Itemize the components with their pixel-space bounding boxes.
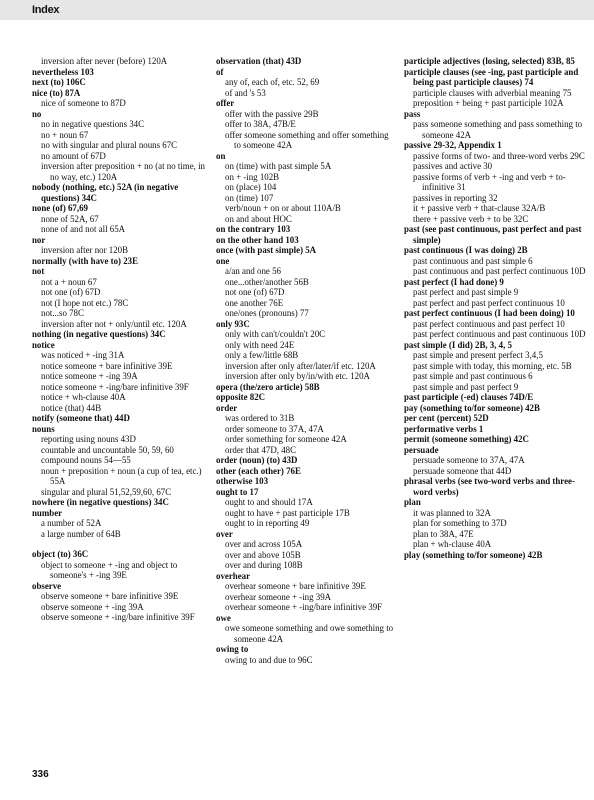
index-column-2 [216, 56, 396, 665]
index-headword: only 93C [216, 318, 250, 329]
index-headword: owe [216, 612, 231, 623]
index-subentry: not one (of) 67D [41, 287, 101, 297]
index-headword: of [216, 66, 224, 77]
index-headword: nice (to) 87A [32, 87, 81, 98]
index-subentry: inversion after preposition + no (at no time, in no way, etc.) 120A [41, 161, 205, 182]
index-subentry: one another 76E [225, 297, 284, 308]
index-headword: observation (that) 43D [216, 56, 302, 66]
index-subentry: object to someone + -ing and object to someone's + -ing 39E [41, 559, 178, 580]
index-headword: participle adjectives (losing, selected) 83B, 85 [404, 56, 575, 66]
index-subentry: observe someone + -ing/bare infinitive 39F [41, 612, 195, 622]
index-headword: nouns [32, 423, 55, 434]
index-subentry: owe someone something and owe something to someone 42A [225, 623, 394, 644]
index-subentry: plan to 38A, 47E [413, 528, 474, 539]
index-headword: participle clauses (see -ing, past participle and being past participle clauses) 74 [404, 66, 579, 87]
index-subentry: of and 's 53 [225, 87, 266, 98]
index-headword: play (something to/for someone) 42B [404, 549, 543, 560]
index-headword: permit (someone something) 42C [404, 434, 529, 444]
index-subentry: past perfect and past simple 9 [413, 287, 519, 297]
index-headword: number [32, 507, 63, 518]
index-headword: notify (someone that) 44D [32, 413, 130, 423]
index-subentry: one...other/another 56B [225, 276, 309, 287]
index-headword: otherwise 103 [216, 476, 269, 486]
index-subentry: any of, each of, etc. 52, 69 [225, 77, 320, 87]
index-subentry: notice someone + bare infinitive 39E [41, 360, 173, 371]
index-headword: nothing (in negative questions) 34C [32, 329, 166, 339]
index-subentry: overhear someone + -ing/bare infinitive 39F [225, 602, 383, 612]
index-column-1 [32, 56, 212, 623]
index-headword: plan [404, 497, 421, 507]
index-subentry: plan + wh-clause 40A [413, 539, 492, 549]
index-headword: normally (with have to) 23E [32, 255, 139, 266]
index-headword: no [32, 108, 42, 119]
index-headword: observe [32, 580, 62, 591]
index-headword: none (of) 67,69 [32, 203, 88, 213]
index-headword: once (with past simple) 5A [216, 245, 317, 255]
index-subentry: over and above 105B [225, 549, 301, 560]
index-subentry: on and about HOC [225, 213, 292, 224]
index-subentry: notice someone + -ing 39A [41, 371, 138, 381]
index-headword: one [216, 255, 230, 266]
index-subentry: none of 52A, 67 [41, 213, 99, 224]
index-headword: ought to 17 [216, 486, 259, 497]
index-headword: other (each other) 76E [216, 465, 301, 476]
index-subentry: no amount of 67D [41, 150, 106, 161]
index-subentry: inversion after not + only/until etc. 120A [41, 318, 187, 329]
index-headword: over [216, 528, 233, 539]
index-subentry: overhear someone + bare infinitive 39E [225, 581, 366, 591]
index-subentry: inversion after nor 120B [41, 245, 129, 255]
index-subentry: overhear someone + -ing 39A [225, 591, 332, 602]
index-subentry: notice + wh-clause 40A [41, 392, 126, 402]
index-subentry: offer to 38A, 47B/E [225, 119, 296, 129]
index-subentry: owing to and due to 96C [225, 654, 313, 665]
index-subentry: nice of someone to 87D [41, 98, 126, 108]
index-headword: nor [32, 234, 46, 245]
index-subentry: it was planned to 32A [413, 507, 491, 518]
index-subentry: passives and active 30 [413, 161, 493, 171]
index-subentry: order someone to 37A, 47A [225, 423, 324, 434]
index-headword: per cent (percent) 52D [404, 413, 489, 423]
index-subentry: notice someone + -ing/bare infinitive 39F [41, 381, 189, 392]
index-subentry: past simple with today, this morning, etc. 5B [413, 360, 572, 371]
index-subentry: order something for someone 42A [225, 434, 347, 444]
index-subentry: offer with the passive 29B [225, 108, 319, 119]
index-headword: passive 29-32, Appendix 1 [404, 140, 502, 150]
index-subentry: on (time) 107 [225, 192, 274, 203]
index-headword: pay (something to/for someone) 42B [404, 402, 540, 413]
index-headword: on the contrary 103 [216, 224, 291, 234]
index-subentry: no + noun 67 [41, 129, 89, 140]
index-subentry: plan for something to 37D [413, 518, 507, 528]
index-subentry: no in negative questions 34C [41, 119, 145, 129]
index-subentry: offer someone something and offer something to someone 42A [225, 129, 389, 150]
index-subentry: over and during 108B [225, 560, 303, 570]
index-subentry: past simple and past continuous 6 [413, 371, 533, 381]
index-headword: nowhere (in negative questions) 34C [32, 497, 169, 507]
index-subentry: passive forms of two- and three-word verbs 29C [413, 150, 585, 161]
index-headword: past continuous (I was doing) 2B [404, 245, 528, 255]
index-subentry: order that 47D, 48C [225, 444, 296, 455]
index-subentry: none of and not all 65A [41, 224, 126, 234]
index-headword: object (to) 36C [32, 549, 89, 559]
index-headword: past perfect continuous (I had been doing) 10 [404, 308, 575, 318]
index-subentry: passives in reporting 32 [413, 192, 498, 203]
page-number: 336 [32, 769, 49, 780]
index-subentry: past simple and present perfect 3,4,5 [413, 350, 543, 360]
index-subentry: persuade someone that 44D [413, 465, 512, 476]
index-headword: order [216, 402, 238, 413]
index-subentry: pass someone something and pass something to someone 42A [413, 119, 583, 140]
index-subentry: past perfect continuous and past continuous 10D [413, 329, 586, 339]
index-subentry: on (place) 104 [225, 182, 277, 192]
index-subentry: there + passive verb + to be 32C [413, 213, 529, 224]
index-subentry: no with singular and plural nouns 67C [41, 140, 178, 150]
index-subentry: passive forms of verb + -ing and verb + to-infinitive 31 [413, 171, 566, 192]
index-subentry: past simple and past perfect 9 [413, 381, 519, 392]
index-subentry: observe someone + -ing 39A [41, 601, 144, 612]
index-headword: nevertheless 103 [32, 66, 94, 77]
index-subentry: one/ones (pronouns) 77 [225, 308, 309, 318]
index-subentry: only a few/little 68B [225, 350, 299, 360]
index-subentry: ought to have + past participle 17B [225, 507, 350, 518]
index-subentry: countable and uncountable 50, 59, 60 [41, 444, 174, 455]
index-headword: offer [216, 98, 235, 108]
index-subentry: on (time) with past simple 5A [225, 161, 332, 171]
index-subentry: past perfect continuous and past perfect 10 [413, 318, 565, 329]
index-subentry: past continuous and past perfect continuous 10D [413, 266, 586, 276]
index-subentry: inversion after only after/later/if etc. 120A [225, 360, 376, 371]
index-subentry: compound nouns 54—55 [41, 455, 131, 465]
index-subentry: persuade someone to 37A, 47A [413, 455, 525, 465]
index-subentry: inversion after only by/in/with etc. 120A [225, 371, 370, 381]
index-subentry: ought to and should 17A [225, 497, 313, 507]
index-subentry: inversion after never (before) 120A [41, 56, 168, 66]
index-subentry: ought to in reporting 49 [225, 518, 310, 528]
index-subentry: only with can't/couldn't 20C [225, 329, 326, 339]
index-subentry: not (I hope not etc.) 78C [41, 297, 129, 308]
index-subentry: not...so 78C [41, 308, 84, 318]
index-headword: phrasal verbs (see two-word verbs and three-word verbs) [404, 476, 575, 497]
index-headword: opposite 82C [216, 392, 266, 402]
index-subentry: not one (of) 67D [225, 287, 285, 297]
index-column-3 [404, 56, 590, 560]
index-subentry: singular and plural 51,52,59,60, 67C [41, 486, 172, 497]
index-subentry: was noticed + -ing 31A [41, 350, 125, 360]
index-headword: notice [32, 339, 55, 350]
index-subentry: preposition + being + past participle 102A [413, 98, 564, 108]
index-headword: past (see past continuous, past perfect and past simple) [404, 224, 582, 245]
index-headword: not [32, 266, 45, 276]
index-headword: pass [404, 108, 421, 119]
index-headword: performative verbs 1 [404, 423, 484, 434]
index-headword: on the other hand 103 [216, 234, 299, 245]
index-subentry: noun + preposition + noun (a cup of tea, etc.) 55A [41, 465, 202, 486]
index-subentry: not a + noun 67 [41, 276, 97, 287]
index-subentry: it + passive verb + that-clause 32A/B [413, 203, 546, 213]
index-subentry: on + -ing 102B [225, 171, 280, 182]
index-subentry: a large number of 64B [41, 528, 121, 539]
index-headword: past perfect (I had done) 9 [404, 276, 504, 287]
index-subentry: notice (that) 44B [41, 402, 102, 413]
index-headword: past simple (I did) 2B, 3, 4, 5 [404, 339, 512, 350]
index-subentry: over and across 105A [225, 539, 303, 549]
header-title: Index [32, 4, 60, 16]
index-headword: overhear [216, 570, 251, 581]
index-subentry: participle clauses with adverbial meaning 75 [413, 87, 572, 98]
index-subentry: verb/noun + on or about 110A/B [225, 203, 341, 213]
index-subentry: past perfect and past perfect continuous 10 [413, 297, 565, 308]
index-headword: persuade [404, 444, 439, 455]
index-subentry: past continuous and past simple 6 [413, 255, 533, 266]
index-headword: next (to) 106C [32, 77, 86, 87]
index-headword: on [216, 150, 226, 161]
index-subentry: a number of 52A [41, 518, 102, 528]
index-subentry: reporting using nouns 43D [41, 434, 136, 444]
index-subentry: a/an and one 56 [225, 266, 281, 276]
index-subentry: observe someone + bare infinitive 39E [41, 591, 179, 601]
index-subentry: only with need 24E [225, 339, 295, 350]
index-subentry: was ordered to 31B [225, 413, 295, 423]
index-headword: owing to [216, 644, 249, 654]
index-headword: past participle (-ed) clauses 74D/E [404, 392, 534, 402]
index-headword: opera (the/zero article) 58B [216, 381, 320, 392]
page-header [0, 0, 594, 20]
index-headword: nobody (nothing, etc.) 52A (in negative questions) 34C [32, 182, 179, 203]
index-headword: order (noun) (to) 43D [216, 455, 298, 465]
